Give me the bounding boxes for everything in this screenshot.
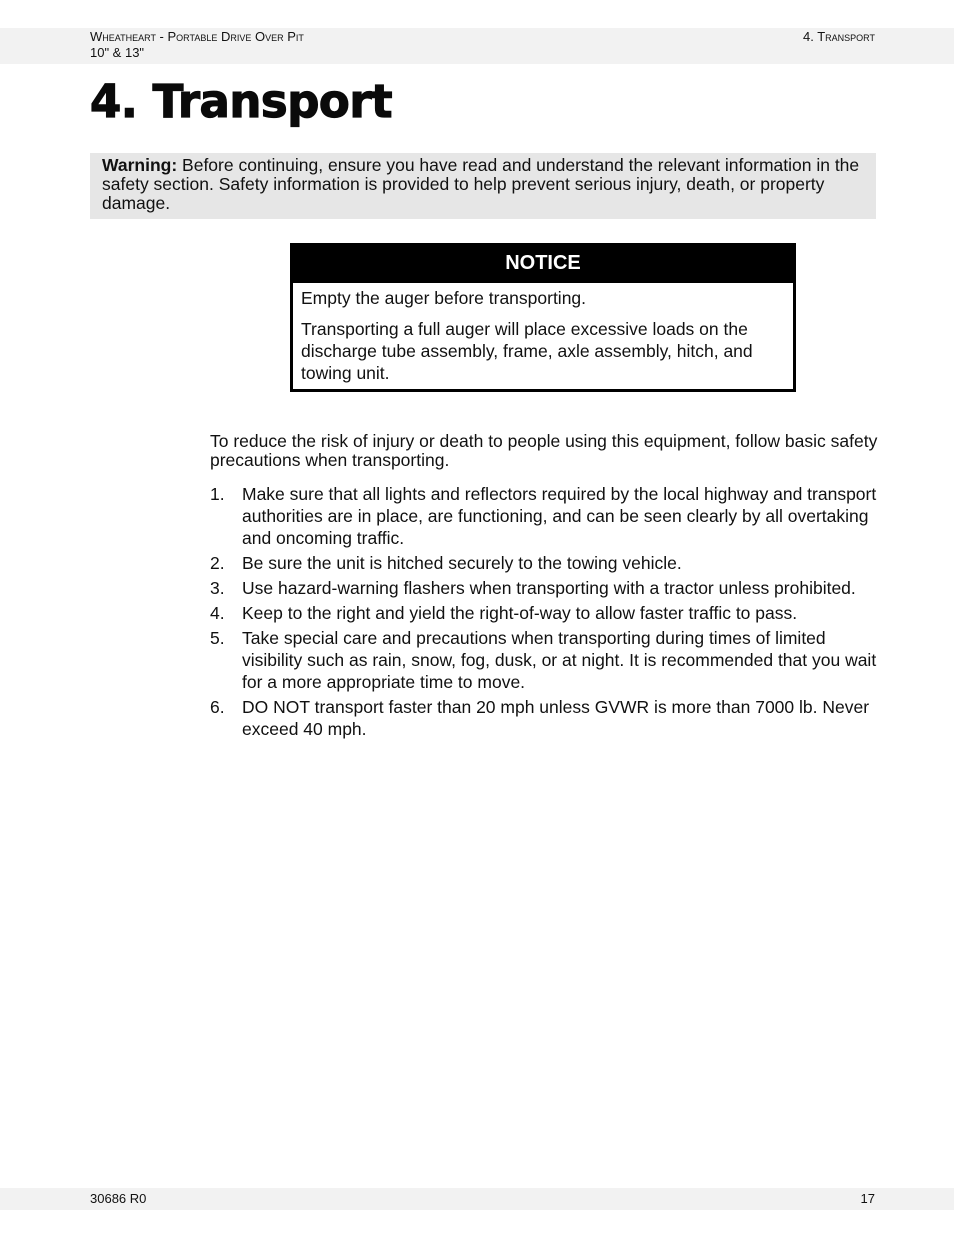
step-number: 6. (210, 697, 225, 717)
notice-heading: NOTICE (293, 246, 793, 283)
footer-page-number: 17 (860, 1191, 875, 1206)
intro-paragraph: To reduce the risk of injury or death to people using this equipment, follow basic safety precautions when transporting. (210, 431, 878, 470)
step-number: 4. (210, 603, 225, 623)
list-item (210, 602, 880, 624)
footer-doc-number: 30686 R0 (90, 1191, 147, 1206)
list-item (210, 483, 880, 549)
page-title: 4. Transport (90, 75, 393, 128)
list-item (210, 552, 880, 574)
step-text: Be sure the unit is hitched securely to the towing vehicle. (242, 553, 682, 573)
header-product-name: Wheatheart - Portable Drive Over Pit (90, 29, 304, 44)
warning-label: Warning: (102, 155, 178, 175)
list-item (210, 696, 880, 740)
notice-box (290, 243, 796, 392)
notice-body (293, 283, 793, 384)
notice-line-2: Transporting a full auger will place excessive loads on the discharge tube assembly, frame, axle assembly, hitch, and towing unit. (301, 319, 753, 383)
warning-text: Before continuing, ensure you have read and understand the relevant information in the safety section. Safety information is provided to help prevent serious injury, death, or property damage. (102, 155, 860, 213)
step-number: 1. (210, 484, 225, 504)
step-number: 5. (210, 628, 225, 648)
step-text: Make sure that all lights and reflectors required by the local highway and transport authorities are in place, are functioning, and can be seen clearly by all overtaking and oncoming traffic. (242, 484, 877, 548)
header-product (90, 29, 304, 61)
step-text: DO NOT transport faster than 20 mph unless GVWR is more than 7000 lb. Never exceed 40 mph. (242, 697, 870, 739)
header-section: 4. Transport (802, 29, 875, 44)
warning-box (90, 153, 876, 219)
step-number: 3. (210, 578, 225, 598)
transport-steps (210, 483, 880, 743)
step-text: Use hazard-warning flashers when transporting with a tractor unless prohibited. (242, 578, 856, 598)
list-item (210, 577, 880, 599)
header-product-sizes: 10" & 13" (90, 45, 145, 60)
list-item (210, 627, 880, 693)
step-text: Keep to the right and yield the right-of-way to allow faster traffic to pass. (242, 603, 798, 623)
step-text: Take special care and precautions when transporting during times of limited visibility such as rain, snow, fog, dusk, or at night. It is recommended that you wait for a more appropriate time to move. (242, 628, 877, 692)
notice-line-1: Empty the auger before transporting. (301, 288, 587, 308)
step-number: 2. (210, 553, 225, 573)
